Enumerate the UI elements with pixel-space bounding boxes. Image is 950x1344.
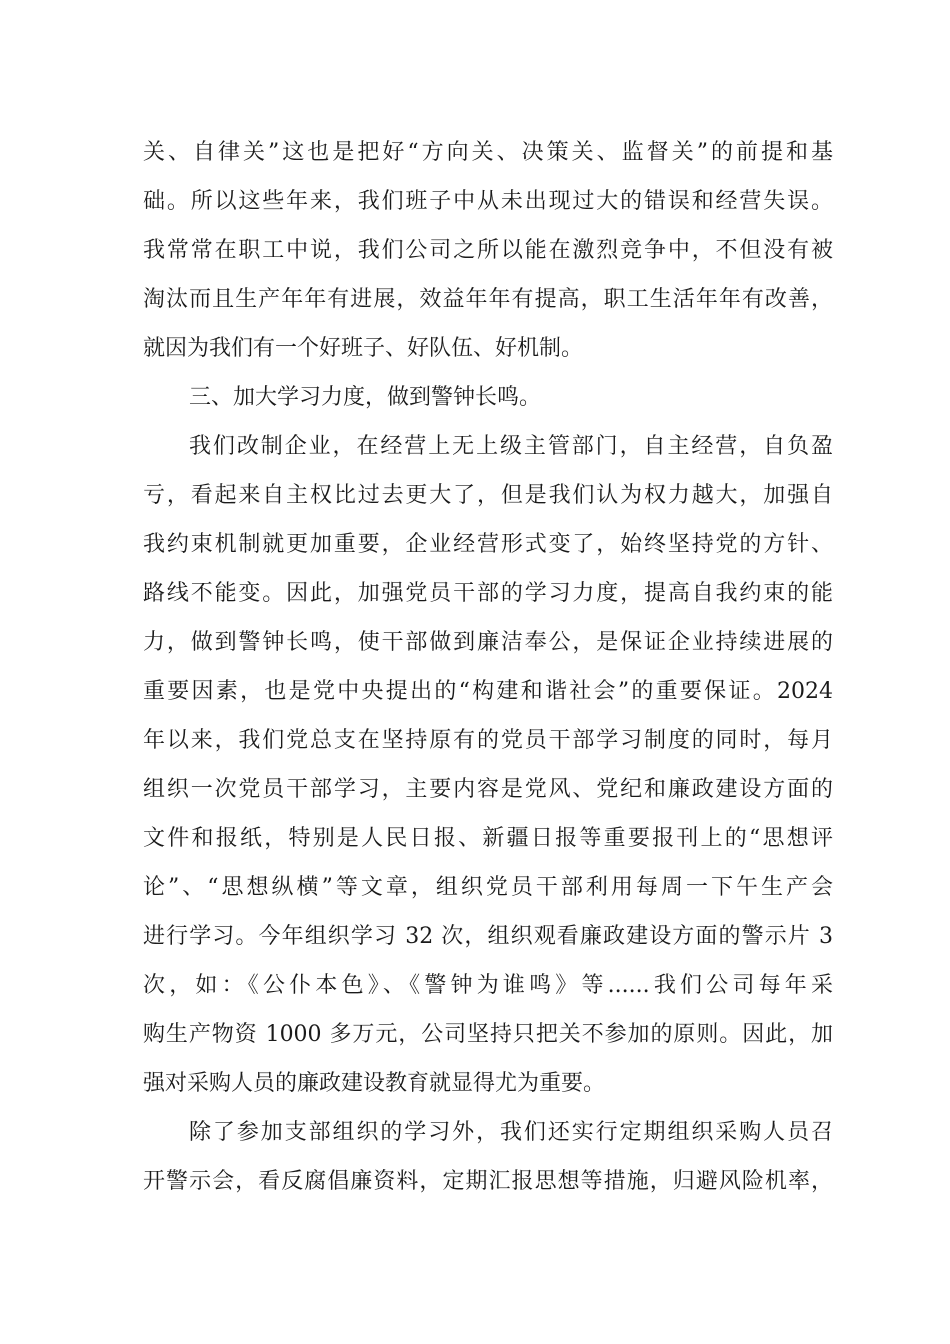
text-line: 础。所以这些年来，我们班子中从未出现过大的错误和经营失误。	[143, 189, 833, 214]
text-line: 淘汰而且生产年年有进展，效益年年有提高，职工生活年年有改善，	[143, 287, 833, 312]
text-line: 重要因素，也是党中央提出的“构建和谐社会”的重要保证。2024	[143, 679, 833, 704]
text-line: 力，做到警钟长鸣，使干部做到廉洁奉公，是保证企业持续进展的	[143, 630, 833, 655]
text-line: 组织一次党员干部学习，主要内容是党风、党纪和廉政建设方面的	[143, 777, 833, 802]
text-line: 路线不能变。因此，加强党员干部的学习力度，提高自我约束的能	[143, 581, 833, 606]
text-line: 年以来，我们党总支在坚持原有的党员干部学习制度的同时，每月	[143, 728, 833, 753]
text-line: 我常常在职工中说，我们公司之所以能在激烈竞争中，不但没有被	[143, 238, 833, 263]
text-line: 我约束机制就更加重要，企业经营形式变了，始终坚持党的方针、	[143, 532, 833, 557]
text-line: 论”、“思想纵横”等文章，组织党员干部利用每周一下午生产会	[143, 875, 833, 900]
text-line: 就因为我们有一个好班子、好队伍、好机制。	[143, 336, 584, 361]
text-line: 进行学习。今年组织学习 32 次，组织观看廉政建设方面的警示片 3	[143, 924, 833, 949]
document-body	[143, 128, 833, 1206]
text-line: 次，如：《公仆本色》、《警钟为谁鸣》等......我们公司每年采	[143, 973, 833, 998]
text-line: 强对采购人员的廉政建设教育就显得尤为重要。	[143, 1071, 606, 1096]
text-line: 我们改制企业，在经营上无上级主管部门，自主经营，自负盈	[189, 434, 833, 459]
text-line: 除了参加支部组织的学习外，我们还实行定期组织采购人员召	[189, 1120, 833, 1145]
text-line: 文件和报纸，特别是人民日报、新疆日报等重要报刊上的“思想评	[143, 826, 833, 851]
text-line: 关、自律关”这也是把好“方向关、决策关、监督关”的前提和基	[143, 140, 833, 165]
text-line: 亏，看起来自主权比过去更大了，但是我们认为权力越大，加强自	[143, 483, 833, 508]
section-heading: 三、加大学习力度，做到警钟长鸣。	[189, 385, 542, 410]
text-line: 购生产物资 1000 多万元，公司坚持只把关不参加的原则。因此，加	[143, 1022, 833, 1047]
text-line: 开警示会，看反腐倡廉资料，定期汇报思想等措施，归避风险机率，	[143, 1169, 833, 1194]
